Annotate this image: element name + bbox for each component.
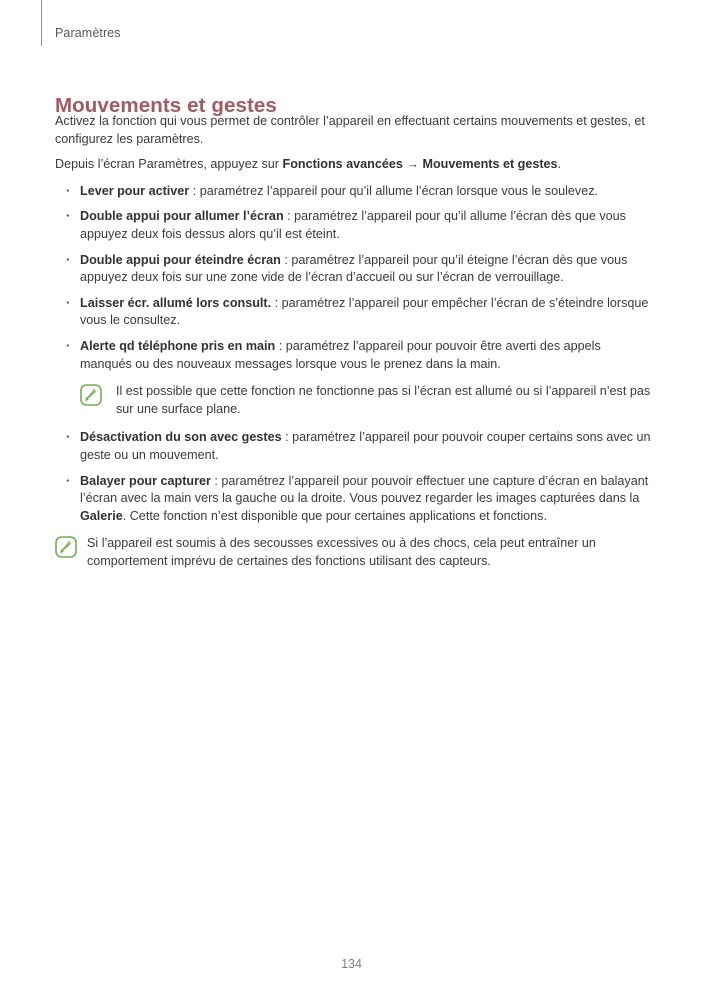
header-vertical-rule xyxy=(41,0,42,46)
running-header: Paramètres xyxy=(55,26,121,40)
text-run: : paramétrez l’appareil pour pouvoir effectuer une capture d’écran en balayant l’écran avec la main vers la gauche ou la droite. Vous pouvez regarder les images capturées dans la xyxy=(80,473,649,506)
list-item xyxy=(55,183,652,201)
text-run: : paramétrez l’appareil pour qu’il éteigne l’écran dès que vous appuyez deux fois sur une zone vide de l’écran d’accueil ou sur l’écran de verrouillage. xyxy=(80,252,628,285)
bold-text-run: Alerte qd téléphone pris en main xyxy=(80,338,276,353)
note-callout xyxy=(80,383,652,418)
bullet-dot: · xyxy=(66,295,71,310)
note-callout xyxy=(55,535,652,570)
bullet-dot: · xyxy=(66,252,71,267)
path-paragraph xyxy=(55,156,652,174)
text-run: : paramétrez l’appareil pour empêcher l’écran de s’éteindre lorsque vous le consultez. xyxy=(80,295,649,328)
bullet-dot: · xyxy=(66,183,71,198)
list-item xyxy=(55,208,652,243)
text-run: . Cette fonction n’est disponible que pour certaines applications et fonctions. xyxy=(122,508,547,523)
list-item-text xyxy=(80,208,652,243)
note-text: Il est possible que cette fonction ne fonctionne pas si l’écran est allumé ou si l’appareil n’est pas sur une surface plane. xyxy=(116,384,651,416)
bold-text-run: Double appui pour allumer l’écran xyxy=(80,209,284,224)
text-run: . xyxy=(557,157,562,172)
list-item xyxy=(55,338,652,373)
list-item-text xyxy=(80,338,652,373)
text-run: : paramétrez l’appareil pour qu’il allume l’écran dès que vous appuyez deux fois dessus alors qu’il est éteint. xyxy=(80,209,626,241)
page-number: 134 xyxy=(341,957,362,971)
bullet-dot: · xyxy=(66,430,71,445)
feature-list xyxy=(55,183,652,526)
text-run: : paramétrez l’appareil pour pouvoir être averti des appels manqués ou des nouveaux messages lorsque vous le prenez dans la main. xyxy=(80,338,601,371)
text-run: Depuis l’écran Paramètres, appuyez sur xyxy=(55,157,283,172)
text-run: : paramétrez l’appareil pour qu’il allume l’écran lorsque vous le soulevez. xyxy=(189,183,599,198)
text-run: : paramétrez l’appareil pour pouvoir couper certains sons avec un geste ou un mouvement. xyxy=(80,430,651,462)
list-item-text xyxy=(80,183,652,201)
list-item-text xyxy=(80,473,652,526)
list-item xyxy=(55,252,652,287)
list-item-text xyxy=(80,252,652,287)
page-content xyxy=(55,113,652,581)
list-item xyxy=(55,473,652,526)
note-text: Si l’appareil est soumis à des secousses excessives ou à des chocs, cela peut entraîner un comportement imprévu de certaines des fonctions utilisant des capteurs. xyxy=(87,536,596,568)
bold-text-run: Double appui pour éteindre écran xyxy=(80,252,281,267)
bold-text-run: Mouvements et gestes xyxy=(422,157,558,172)
bold-text-run: Laisser écr. allumé lors consult. xyxy=(80,295,272,310)
bullet-dot: · xyxy=(66,473,71,488)
intro-paragraph xyxy=(55,113,652,148)
text-run: Activez la fonction qui vous permet de contrôler l’appareil en effectuant certains mouvements et gestes, et configurez les paramètres. xyxy=(55,114,645,146)
list-item xyxy=(55,295,652,330)
hand-with-pen-note-icon xyxy=(55,536,77,558)
list-item-text xyxy=(80,429,652,464)
bold-text-run: Balayer pour capturer xyxy=(80,473,211,488)
bullet-dot: · xyxy=(66,338,71,353)
bullet-dot: · xyxy=(66,209,71,224)
list-item-text xyxy=(80,295,652,330)
bold-text-run: Fonctions avancées xyxy=(282,157,403,172)
text-run: → xyxy=(402,157,423,172)
bold-text-run: Désactivation du son avec gestes xyxy=(80,430,282,445)
bold-text-run: Galerie xyxy=(80,508,123,523)
page-title: Mouvements et gestes xyxy=(55,93,277,117)
hand-with-pen-note-icon xyxy=(80,384,102,406)
bold-text-run: Lever pour activer xyxy=(80,183,190,198)
list-item xyxy=(55,429,652,464)
